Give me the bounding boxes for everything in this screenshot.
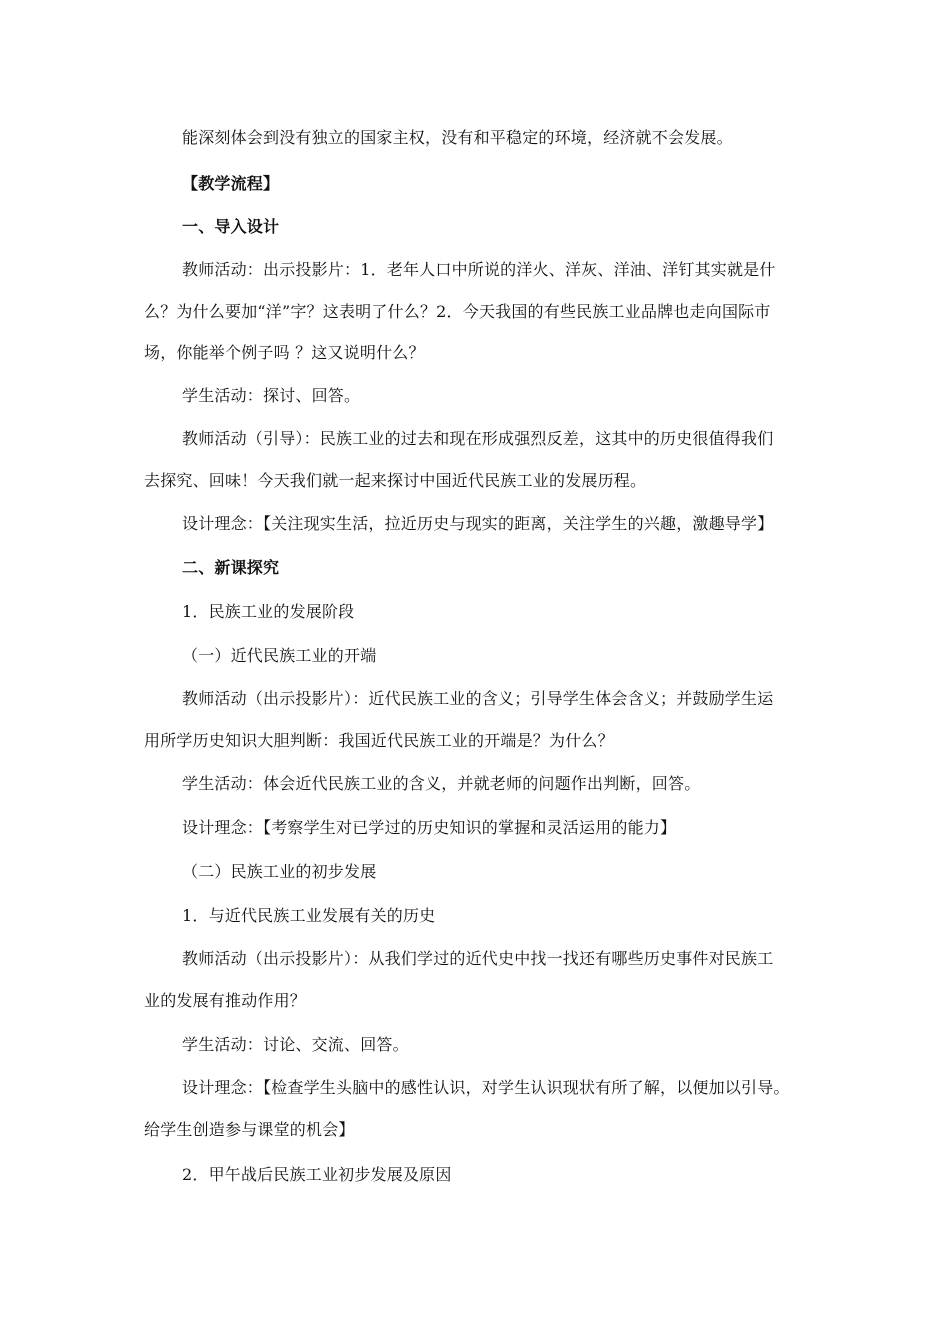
subheading-line: （一）近代民族工业的开端	[182, 646, 377, 665]
paragraph-line: 给学生创造参与课堂的机会】	[144, 1120, 355, 1139]
section-heading-new-lesson: 二、新课探究	[182, 558, 280, 577]
paragraph-line: 教师活动（引导）：民族工业的过去和现在形成强烈反差，这其中的历史很值得我们	[182, 429, 774, 448]
paragraph-line: 学生活动：体会近代民族工业的含义，并就老师的问题作出判断，回答。	[182, 774, 701, 793]
paragraph-line: 设计理念：【关注现实生活，拉近历史与现实的距离，关注学生的兴趣，激趣导学】	[182, 514, 774, 533]
paragraph-line: 学生活动：探讨、回答。	[182, 386, 361, 405]
paragraph-line: 业的发展有推动作用？	[144, 991, 307, 1010]
paragraph-line: 设计理念：【检查学生头脑中的感性认识，对学生认识现状有所了解，以便加以引导。	[182, 1078, 790, 1097]
subheading-line: （二）民族工业的初步发展	[182, 862, 377, 881]
paragraph-line: 能深刻体会到没有独立的国家主权，没有和平稳定的环境，经济就不会发展。	[182, 128, 733, 147]
subheading-line: 1．民族工业的发展阶段	[182, 602, 355, 621]
paragraph-line: 学生活动：讨论、交流、回答。	[182, 1035, 409, 1054]
paragraph-line: 场，你能举个例子吗 ？这又说明什么？	[144, 343, 425, 362]
subheading-line: 2．甲午战后民族工业初步发展及原因	[182, 1165, 452, 1184]
paragraph-line: 教师活动：出示投影片：1．老年人口中所说的洋火、洋灰、洋油、洋钉其实就是什	[182, 260, 776, 279]
section-heading-teaching-flow: 【教学流程】	[182, 174, 280, 193]
paragraph-line: 去探究、回味！今天我们就一起来探讨中国近代民族工业的发展历程。	[144, 471, 647, 490]
paragraph-line: 么？为什么要加“洋”字？这表明了什么？2．今天我国的有些民族工业品牌也走向国际市	[144, 302, 771, 321]
section-heading-intro-design: 一、导入设计	[182, 217, 280, 236]
paragraph-line: 用所学历史知识大胆判断：我国近代民族工业的开端是？为什么？	[144, 731, 614, 750]
subheading-line: 1．与近代民族工业发展有关的历史	[182, 906, 436, 925]
paragraph-line: 教师活动（出示投影片）：从我们学过的近代史中找一找还有哪些历史事件对民族工	[182, 949, 774, 968]
paragraph-line: 教师活动（出示投影片）：近代民族工业的含义；引导学生体会含义；并鼓励学生运	[182, 689, 774, 708]
paragraph-line: 设计理念：【考察学生对已学过的历史知识的掌握和灵活运用的能力】	[182, 818, 677, 837]
